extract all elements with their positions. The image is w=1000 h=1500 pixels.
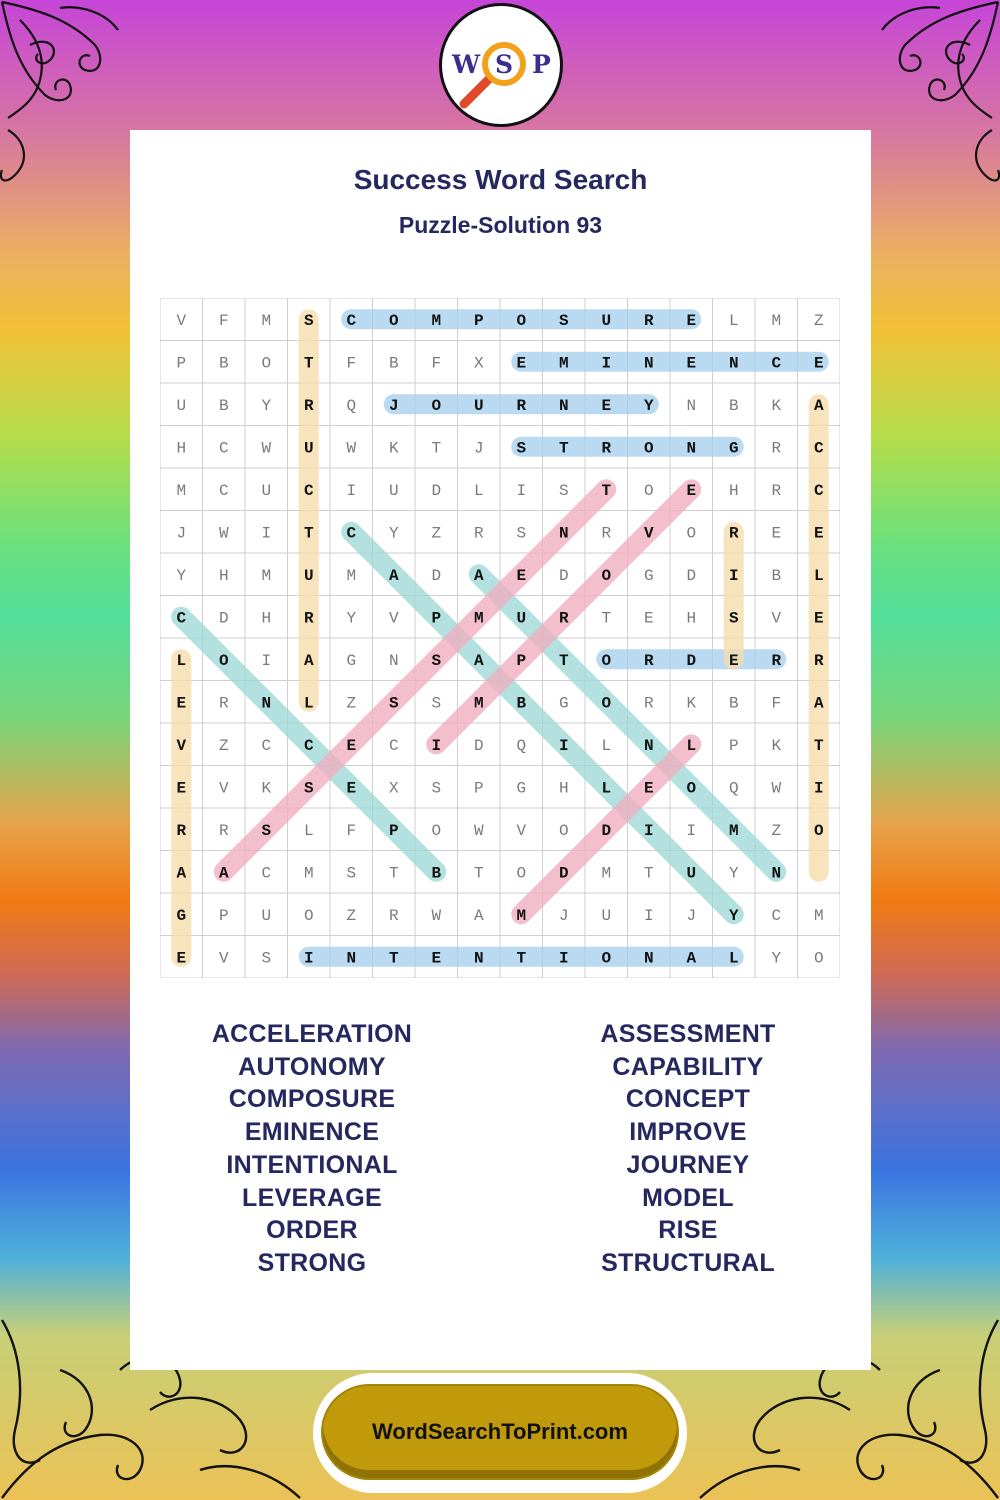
grid-cell-letter: M [346,566,357,585]
grid-cell-letter: T [601,481,612,500]
grid-cell-letter: U [473,396,484,415]
grid-cell-letter: Y [346,609,357,628]
grid-cell-letter: C [303,481,314,500]
word-list-item: JOURNEY [626,1150,750,1179]
grid-cell-letter: E [176,694,187,713]
grid-cell-letter: E [686,354,697,373]
grid-cell-letter: W [218,524,229,543]
grid-cell-letter: R [643,694,654,713]
grid-cell-letter: M [558,354,569,373]
grid-cell-letter: K [261,779,272,798]
grid-cell-letter: V [176,736,187,755]
grid-cell-letter: B [728,396,739,415]
wsp-logo [439,3,563,127]
grid-cell-letter: R [601,439,612,458]
grid-cell-letter: I [431,736,442,755]
ornament-top-left [0,0,130,200]
grid-cell-letter: L [728,311,739,330]
grid-cell-letter: D [558,566,569,585]
grid-cell-letter: M [261,311,272,330]
grid-cell-letter: I [601,354,612,373]
grid-cell-letter: N [388,651,399,670]
grid-cell-letter: R [771,651,782,670]
grid-cell-letter: F [346,821,357,840]
grid-cell-letter: M [431,311,442,330]
grid-cell-letter: Y [643,396,654,415]
grid-cell-letter: E [516,354,527,373]
grid-cell-letter: S [558,481,569,500]
grid-cell-letter: T [388,949,399,968]
grid-cell-letter: I [643,821,654,840]
grid-cell-letter: O [601,651,612,670]
grid-cell-letter: O [303,906,314,925]
grid-cell-letter: Z [771,821,782,840]
grid-cell-letter: E [176,949,187,968]
grid-cell-letter: G [558,694,569,713]
grid-cell-letter: H [218,566,229,585]
grid-cell-letter: K [686,694,697,713]
grid-cell-letter: A [473,651,484,670]
grid-cell-letter: U [303,566,314,585]
grid-cell-letter: D [686,566,697,585]
grid-cell-letter: D [558,864,569,883]
grid-cell-letter: N [643,354,654,373]
grid-cell-letter: C [218,439,229,458]
page-title: Success Word Search [353,164,648,195]
grid-cell-letter: V [388,609,399,628]
grid-cell-letter: O [601,949,612,968]
grid-cell-letter: U [601,311,612,330]
grid-cell-letter: J [473,439,484,458]
grid-cell-letter: Q [516,736,527,755]
grid-cell-letter: C [346,524,357,543]
grid-cell-letter: M [813,906,824,925]
grid-cell-letter: S [558,311,569,330]
grid-cell-letter: N [558,396,569,415]
grid-cell-letter: S [261,949,272,968]
grid-cell-letter: M [728,821,739,840]
grid-cell-letter: P [176,354,187,373]
grid-cell-letter: I [558,736,569,755]
grid-cell-letter: O [388,311,399,330]
grid-cell-letter: L [601,736,612,755]
grid-cell-letter: T [643,864,654,883]
grid-cell-letter: R [643,311,654,330]
grid-cell-letter: C [303,736,314,755]
grid-cell-letter: W [771,779,782,798]
grid-cell-letter: J [686,906,697,925]
word-list-item: CAPABILITY [612,1052,764,1081]
grid-cell-letter: U [176,396,187,415]
word-search-grid [160,298,840,978]
grid-cell-letter: T [388,864,399,883]
grid-cell-letter: O [601,566,612,585]
grid-cell-letter: O [431,821,442,840]
grid-cell-letter: L [176,651,187,670]
grid-cell-letter: T [601,609,612,628]
grid-cell-letter: N [771,864,782,883]
grid-cell-letter: H [261,609,272,628]
grid-cell-letter: T [473,864,484,883]
word-list-item: STRONG [257,1248,367,1277]
grid-cell-letter: O [516,864,527,883]
grid-cell-letter: U [686,864,697,883]
grid-cell-letter: R [516,396,527,415]
grid-cell-letter: E [643,779,654,798]
grid-cell-letter: O [218,651,229,670]
grid-cell-letter: R [218,694,229,713]
grid-cell-letter: D [686,651,697,670]
grid-cell-letter: T [558,439,569,458]
grid-cell-letter: E [346,779,357,798]
grid-cell-letter: X [388,779,399,798]
grid-cell-letter: S [728,609,739,628]
grid-cell-letter: Z [431,524,442,543]
grid-cell-letter: E [643,609,654,628]
grid-cell-letter: P [218,906,229,925]
word-list-right [478,1018,898,1280]
grid-cell-letter: Y [176,566,187,585]
grid-cell-letter: T [303,354,314,373]
grid-cell-letter: R [601,524,612,543]
grid-cell-letter: C [176,609,187,628]
grid-cell-letter: W [431,906,442,925]
word-list-item: CONCEPT [625,1085,751,1114]
grid-cell-letter: C [261,736,272,755]
grid-cell-letter: L [728,949,739,968]
grid-cell-letter: T [516,949,527,968]
site-link-button[interactable] [323,1386,677,1478]
grid-cell-letter: G [176,906,187,925]
grid-cell-letter: K [388,439,399,458]
grid-cell-letter: C [346,311,357,330]
word-list-item: LEVERAGE [242,1183,382,1212]
grid-cell-letter: R [643,651,654,670]
grid-cell-letter: H [686,609,697,628]
grid-cell-letter: W [261,439,272,458]
word-list-item: RISE [658,1216,718,1245]
grid-cell-letter: P [516,651,527,670]
grid-cell-letter: H [728,481,739,500]
grid-cell-letter: T [813,736,824,755]
grid-cell-letter: O [813,949,824,968]
grid-cell-letter: Y [728,864,739,883]
grid-cell-letter: L [303,821,314,840]
word-list-item: MODEL [642,1183,734,1212]
grid-cell-letter: U [261,906,272,925]
grid-cell-letter: A [473,566,484,585]
logo-letter-s: S [495,50,514,79]
grid-cell-letter: U [388,481,399,500]
grid-cell-letter: D [431,481,442,500]
word-list-left [102,1018,522,1280]
site-link-text: WordSearchToPrint.com [372,1419,628,1444]
grid-cell-letter: G [643,566,654,585]
grid-cell-letter: I [346,481,357,500]
grid-cell-letter: S [431,651,442,670]
grid-cell-letter: I [261,651,272,670]
grid-cell-letter: V [218,779,229,798]
grid-cell-letter: T [303,524,314,543]
grid-cell-letter: L [473,481,484,500]
grid-cell-letter: T [558,651,569,670]
grid-cell-letter: K [771,736,782,755]
grid-cell-letter: Q [346,396,357,415]
grid-cell-letter: S [303,311,314,330]
grid-cell-letter: C [813,481,824,500]
grid-cell-letter: I [643,906,654,925]
grid-cell-letter: G [516,779,527,798]
grid-cell-letter: O [813,821,824,840]
grid-cell-letter: E [176,779,187,798]
word-list-item: COMPOSURE [228,1085,396,1114]
grid-cell-letter: S [346,864,357,883]
grid-cell-letter: T [431,439,442,458]
grid-cell-letter: R [303,609,314,628]
grid-cell-letter: N [473,949,484,968]
grid-cell-letter: G [346,651,357,670]
grid-cell-letter: A [218,864,229,883]
grid-cell-letter: S [516,439,527,458]
grid-cell-letter: E [813,354,824,373]
word-list-item: INTENTIONAL [226,1150,398,1179]
grid-cell-letter: V [643,524,654,543]
grid-cell-letter: E [346,736,357,755]
grid-cell-letter: E [728,651,739,670]
grid-cell-letter: U [516,609,527,628]
grid-cell-letter: D [431,566,442,585]
grid-cell-letter: B [218,354,229,373]
grid-cell-letter: C [261,864,272,883]
grid-cell-letter: B [516,694,527,713]
grid-cell-letter: I [728,566,739,585]
grid-cell-letter: E [771,524,782,543]
grid-cell-letter: I [686,821,697,840]
grid-cell-letter: B [728,694,739,713]
grid-cell-letter: E [686,311,697,330]
grid-cell-letter: R [771,439,782,458]
grid-cell-letter: R [218,821,229,840]
grid-cell-letter: F [218,311,229,330]
grid-cell-letter: M [601,864,612,883]
grid-cell-letter: V [516,821,527,840]
grid-cell-letter: M [176,481,187,500]
grid-cell-letter: O [431,396,442,415]
grid-cell-letter: P [473,779,484,798]
grid-cell-letter: P [431,609,442,628]
grid-cell-letter: C [388,736,399,755]
grid-cell-letter: V [771,609,782,628]
grid-cell-letter: C [813,439,824,458]
logo-letter-p: P [532,50,551,79]
grid-cell-letter: U [601,906,612,925]
grid-cell-letter: N [558,524,569,543]
grid-cell-letter: N [728,354,739,373]
grid-cell-letter: R [728,524,739,543]
grid-cell-letter: Z [218,736,229,755]
grid-cell-letter: E [813,609,824,628]
grid-cell-letter: L [601,779,612,798]
grid-cell-letter: S [388,694,399,713]
grid-cell-letter: H [558,779,569,798]
grid-cell-letter: R [473,524,484,543]
grid-cell-letter: P [473,311,484,330]
grid-cell-letter: B [218,396,229,415]
grid-cell-letter: W [346,439,357,458]
grid-cell-letter: E [686,481,697,500]
grid-cell-letter: L [813,566,824,585]
grid-cell-letter: M [473,609,484,628]
grid-cell-letter: D [601,821,612,840]
logo-letter-w: W [452,50,481,79]
grid-cell-letter: I [261,524,272,543]
site-link-frame [313,1373,687,1493]
grid-cell-letter: C [218,481,229,500]
grid-cell-letter: M [261,566,272,585]
grid-cell-letter: A [388,566,399,585]
grid-cell-letter: S [431,694,442,713]
grid-cell-letter: J [558,906,569,925]
word-list-item: ASSESSMENT [600,1020,776,1048]
grid-cell-letter: N [261,694,272,713]
grid-cell-letter: R [813,651,824,670]
grid-cell-letter: O [516,311,527,330]
word-list-item: STRUCTURAL [601,1248,775,1277]
grid-cell-letter: U [261,481,272,500]
grid-cell-letter: D [218,609,229,628]
grid-cell-letter: L [686,736,697,755]
grid-cell-letter: O [643,439,654,458]
grid-cell-letter: I [558,949,569,968]
ornament-top-right [870,0,1000,200]
grid-cell-letter: P [728,736,739,755]
grid-cell-letter: Y [261,396,272,415]
grid-cell-letter: B [431,864,442,883]
grid-cell-letter: I [303,949,314,968]
grid-cell-letter: B [771,566,782,585]
grid-cell-letter: R [771,481,782,500]
grid-cell-letter: N [346,949,357,968]
grid-cell-letter: N [643,949,654,968]
grid-cell-letter: O [558,821,569,840]
grid-cell-letter: C [771,354,782,373]
grid-cell-letter: O [686,779,697,798]
word-list-item: ORDER [266,1216,358,1245]
grid-cell-letter: L [303,694,314,713]
grid-cell-letter: M [473,694,484,713]
grid-cell-letter: E [601,396,612,415]
grid-cell-letter: E [431,949,442,968]
grid-cell-letter: I [516,481,527,500]
grid-cell-letter: I [813,779,824,798]
grid-cell-letter: S [261,821,272,840]
grid-cell-letter: N [686,439,697,458]
grid-cell-letter: W [473,821,484,840]
grid-cell-letter: Z [346,694,357,713]
grid-cell-letter: R [388,906,399,925]
grid-cell-letter: S [303,779,314,798]
grid-cell-letter: G [728,439,739,458]
word-list-item: AUTONOMY [238,1052,386,1081]
grid-cell-letter: X [473,354,484,373]
grid-cell-letter: S [431,779,442,798]
grid-cell-letter: A [176,864,187,883]
grid-cell-letter: E [516,566,527,585]
grid-cell-letter: J [176,524,187,543]
grid-cell-letter: Q [728,779,739,798]
grid-cell-letter: F [771,694,782,713]
grid-cell-letter: Z [346,906,357,925]
page-subtitle: Puzzle-Solution 93 [398,212,603,238]
grid-cell-letter: B [388,354,399,373]
grid-cell-letter: N [686,396,697,415]
grid-cell-letter: H [176,439,187,458]
grid-cell-letter: A [473,906,484,925]
grid-cell-letter: A [813,396,824,415]
grid-cell-letter: R [176,821,187,840]
grid-cell-letter: Y [388,524,399,543]
grid-cell-letter: V [218,949,229,968]
grid-cell-letter: O [686,524,697,543]
grid-cell-letter: F [431,354,442,373]
grid-cell-letter: M [771,311,782,330]
grid-cell-letter: C [771,906,782,925]
grid-cell-letter: F [346,354,357,373]
grid-cell-letter: Y [728,906,739,925]
grid-cell-letter: M [303,864,314,883]
grid-cell-letter: K [771,396,782,415]
word-list-item: IMPROVE [629,1118,747,1147]
grid-cell-letter: M [516,906,527,925]
grid-cell-letter: D [473,736,484,755]
grid-cell-letter: A [686,949,697,968]
grid-cell-letter: S [516,524,527,543]
grid-cell-letter: O [601,694,612,713]
grid-cell-letter: O [643,481,654,500]
grid-cell-letter: A [303,651,314,670]
grid-cell-letter: V [176,311,187,330]
grid-cell-letter: N [643,736,654,755]
grid-cell-letter: U [303,439,314,458]
grid-cell-letter: Y [771,949,782,968]
grid-cell-letter: Z [813,311,824,330]
grid-cell-letter: R [303,396,314,415]
grid-cell-letter: O [261,354,272,373]
grid-cell-letter: R [558,609,569,628]
grid-cell-letter: P [388,821,399,840]
word-list-item: ACCELERATION [211,1020,413,1048]
grid-cell-letter: A [813,694,824,713]
word-list-item: EMINENCE [244,1118,380,1147]
grid-cell-letter: E [813,524,824,543]
grid-cell-letter: J [388,396,399,415]
